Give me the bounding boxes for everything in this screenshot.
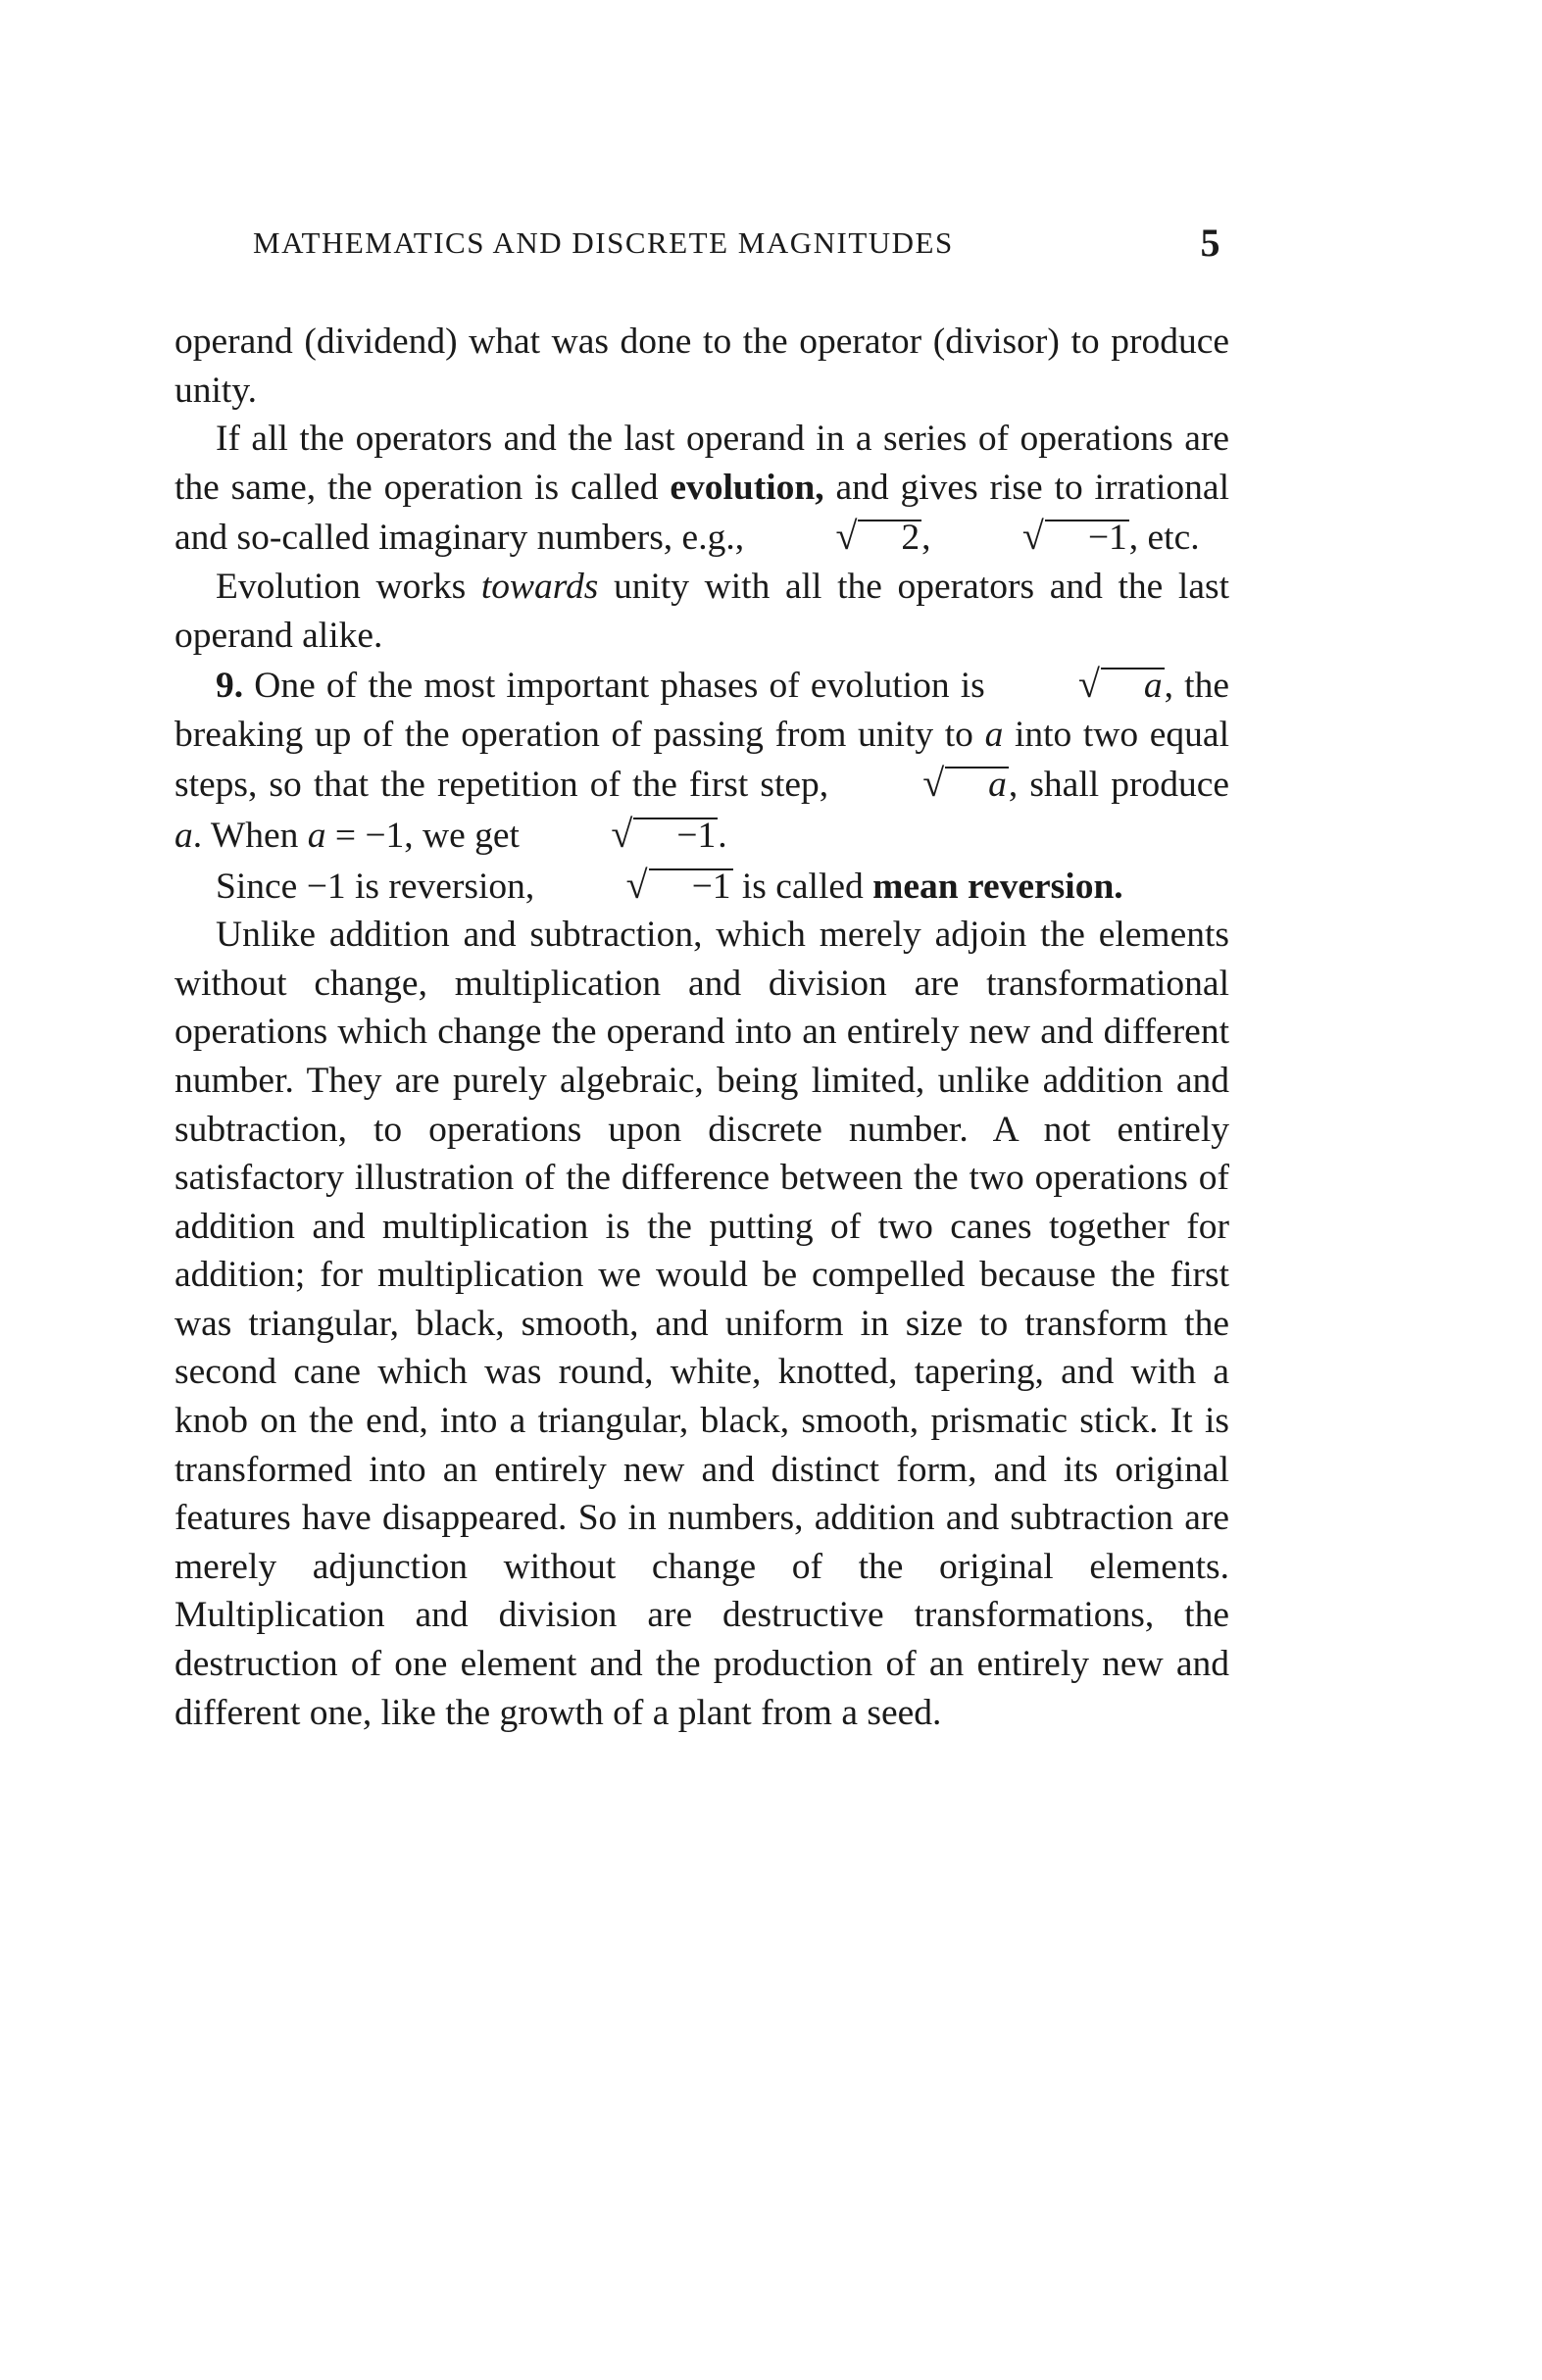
term-mean-reversion: mean reversion. — [872, 866, 1123, 907]
radical-sign-icon: √ — [922, 761, 945, 806]
radical-sqrt-minus-1: √ −1 — [544, 861, 733, 912]
paragraph-section-9: 9. One of the most important phases of evolution is √ a, the breaking up of the operation of passing from unity to a into two equal steps, so that the repetition of the first step, √ a, shall produce a. When a = −1, we get √ −1. — [174, 660, 1229, 860]
variable-a: a — [984, 714, 1004, 755]
running-head — [174, 218, 1229, 273]
paragraph-mean-reversion: Since −1 is reversion, √ −1 is called mean reversion. — [174, 861, 1229, 912]
paragraph-towards-unity: Evolution works towards unity with all the operators and the last operand alike. — [174, 566, 1229, 656]
emphasis-towards: towards — [480, 566, 599, 607]
radical-sqrt-a: √ a — [840, 759, 1009, 810]
paragraph-transformation: Unlike addition and subtraction, which merely adjoin the elements without change, multiplication and division are transformational operations which change the operand into an entirely new and different number. They are purely algebraic, being limited, unlike addition and subtraction, to operations upon discrete number. A not entirely satisfactory illustration of the difference between the two operations of addition and multiplication is the putting of two canes together for addition; for multiplication we would be compelled because the first was triangular, black, smooth, and uniform in size to transform the second cane which was round, white, knotted, tapering, and with a knob on the end, into a triangular, black, smooth, prismatic stick. It is transformed into an entirely new and distinct form, and its original features have disappeared. So in numbers, addition and subtraction are merely adjunction without change of the original elements. Multiplication and division are destructive transformations, the destruction of one element and the production of an entirely new and different one, like the growth of a plant from a seed. — [174, 915, 1229, 1733]
radical-sign-icon: √ — [835, 514, 858, 559]
radical-sign-icon: √ — [1021, 514, 1044, 559]
section-number: 9. — [216, 666, 244, 707]
page-number: 5 — [1200, 221, 1221, 265]
body-text — [174, 318, 1229, 1737]
radical-sign-icon: √ — [611, 811, 633, 856]
paragraph-continuation: operand (dividend) what was done to the operator (divisor) to produce unity. — [174, 322, 1229, 411]
term-evolution: evolution, — [670, 467, 824, 508]
variable-a: a — [307, 815, 326, 856]
radical-sign-icon: √ — [625, 862, 648, 907]
radical-sqrt-minus-1: √ −1 — [528, 810, 718, 861]
paragraph-evolution: If all the operators and the last operand in a series of operations are the same, the operation is called evolution, and gives rise to irrational and so-called imaginary numbers, e.g., √ 2, √ −1, etc. — [174, 415, 1229, 563]
radical-sqrt-minus-1: √ −1 — [940, 512, 1129, 563]
radical-sign-icon: √ — [1077, 662, 1100, 707]
radical-sqrt-a: √ a — [996, 660, 1165, 711]
variable-a: a — [174, 815, 193, 856]
book-page — [174, 218, 1229, 1737]
running-title: MATHEMATICS AND DISCRETE MAGNITUDES — [253, 225, 954, 260]
radical-sqrt-2: √ 2 — [753, 512, 921, 563]
